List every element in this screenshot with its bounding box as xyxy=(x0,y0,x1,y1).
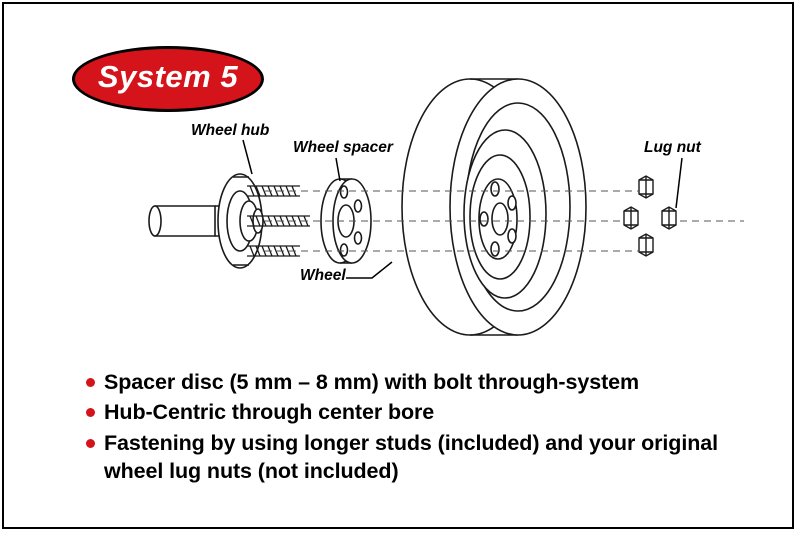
wheel xyxy=(402,79,586,335)
list-item-text: Hub-Centric through center bore xyxy=(104,400,435,425)
lug-nuts xyxy=(624,176,676,256)
system-badge xyxy=(72,46,264,112)
callout-lug-nut: Lug nut xyxy=(644,139,701,156)
bullet-dot-icon xyxy=(86,439,95,448)
list-item-text: Spacer disc (5 mm – 8 mm) with bolt through-system xyxy=(104,370,639,394)
callout-wheel-hub: Wheel hub xyxy=(191,122,270,139)
feature-list xyxy=(86,368,746,488)
list-item xyxy=(86,368,746,396)
list-item xyxy=(86,429,746,486)
badge-label: System 5 xyxy=(97,59,239,94)
callout-wheel: Wheel xyxy=(300,267,346,284)
list-item xyxy=(86,398,746,426)
list-item-text: Fastening by using longer studs (included) and your original wheel lug nuts (not included) xyxy=(104,430,718,484)
bullet-dot-icon xyxy=(86,378,95,387)
callout-wheel-spacer: Wheel spacer xyxy=(293,139,393,156)
bullet-dot-icon xyxy=(86,408,95,417)
